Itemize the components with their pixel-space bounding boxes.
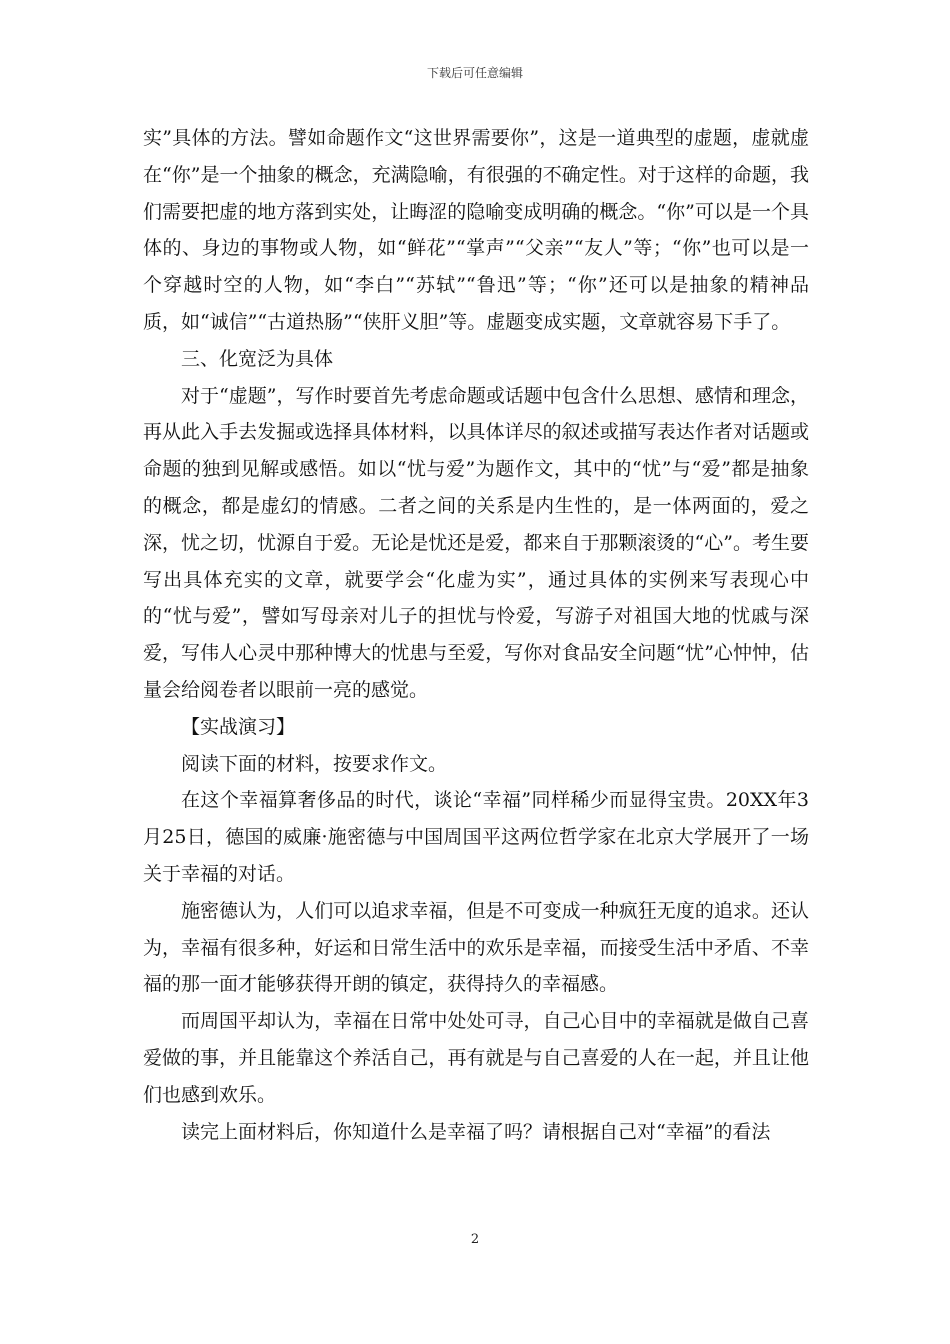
page-header: 下载后可任意编辑 [426, 66, 523, 80]
paragraph: 在这个幸福算奢侈品的时代，谈论“幸福”同样稀少而显得宝贵。20XX年3月25日，德国的威廉·施密德与中国周国平这两位哲学家在北京大学展开了一场关于幸福的对话。 [143, 789, 809, 885]
paragraph-continuation: 实”具体的方法。譬如命题作文“这世界需要你”，这是一道典型的虚题，虚就虚在“你”是一个抽象的概念，充满隐喻，有很强的不确定性。对于这样的命题，我们需要把虚的地方落到实处，让晦涩的隐喻变成明确的概念。“你”可以是一个具体的、身边的事物或人物，如“鲜花”“掌声”“父亲”“友人”等；“你”也可以是一个穿越时空的人物，如“李白”“苏轼”“鲁迅”等；“你”还可以是抽象的精神品质，如“诚信”“古道热肠”“侠肝义胆”等。虚题变成实题，文章就容易下手了。 [143, 127, 809, 333]
exercise-heading: 【实战演习】 [181, 715, 296, 738]
paragraph: 读完上面材料后，你知道什么是幸福了吗？请根据自己对“幸福”的看法 [181, 1120, 771, 1143]
paragraph: 施密德认为，人们可以追求幸福，但是不可变成一种疯狂无度的追求。还认为，幸福有很多种，好运和日常生活中的欢乐是幸福，而接受生活中矛盾、不幸福的那一面才能够获得开朗的镇定，获得持久的幸福感。 [143, 899, 809, 996]
paragraph: 而周国平却认为，幸福在日常中处处可寻，自己心目中的幸福就是做自己喜爱做的事，并且能靠这个养活自己，再有就是与自己喜爱的人在一起，并且让他们也感到欢乐。 [143, 1010, 809, 1106]
paragraph: 阅读下面的材料，按要求作文。 [181, 752, 448, 775]
section-heading: 三、化宽泛为具体 [181, 347, 334, 370]
body-text [143, 120, 809, 1150]
paragraph: 对于“虚题”，写作时要首先考虑命题或话题中包含什么思想、感情和理念，再从此入手去发掘或选择具体材料，以具体详尽的叙述或描写表达作者对话题或命题的独到见解或感悟。如以“忧与爱”为题作文，其中的“忧”与“爱”都是抽象的概念，都是虚幻的情感。二者之间的关系是内生性的，是一体两面的，爱之深，忧之切，忧源自于爱。无论是忧还是爱，都来自于那颗滚烫的“心”。考生要写出具体充实的文章，就要学会“化虚为实”，通过具体的实例来写表现心中的“忧与爱”，譬如写母亲对儿子的担忧与怜爱，写游子对祖国大地的忧戚与深爱，写伟人心灵中那种博大的忧患与至爱，写你对食品安全问题“忧”心忡忡，估量会给阅卷者以眼前一亮的感觉。 [143, 384, 809, 701]
page-number: 2 [470, 1232, 480, 1247]
